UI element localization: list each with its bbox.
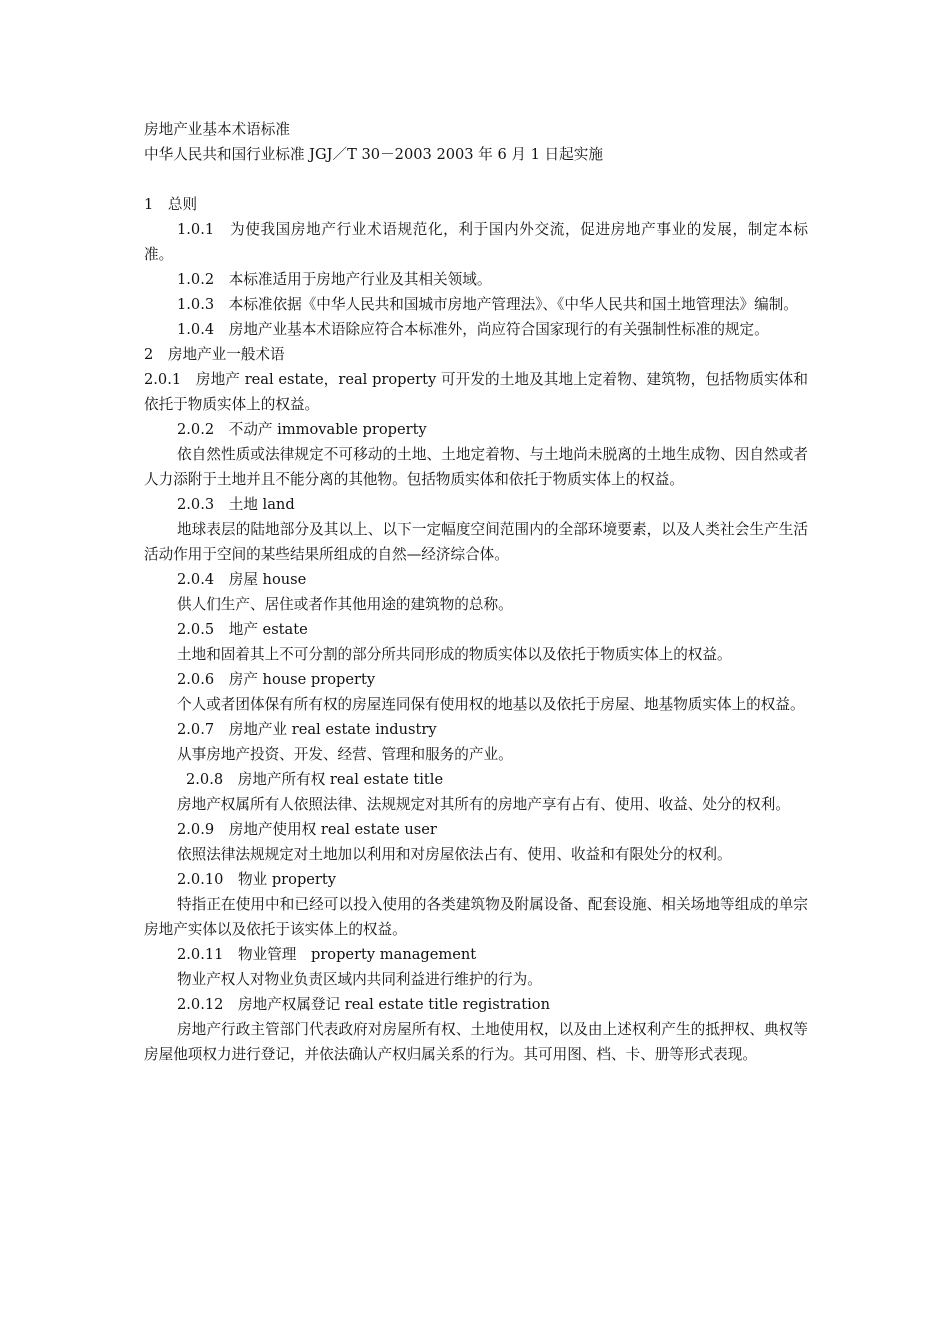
- term-2-0-3-heading: 2.0.3 土地 land: [177, 496, 295, 513]
- term-2-0-4-heading: 2.0.4 房屋 house: [177, 571, 307, 588]
- term-2-0-6-heading: 2.0.6 房产 house property: [177, 671, 376, 688]
- clause-1-0-1: 1.0.1 为使我国房地产行业术语规范化，利于国内外交流，促进房地产事业的发展，制定本标准。: [144, 221, 808, 263]
- section-heading-2: 2 房地产业一般术语: [144, 346, 285, 363]
- document-title: 房地产业基本术语标准: [144, 121, 290, 138]
- document-page: [144, 117, 808, 1067]
- term-2-0-2-definition: 依自然性质或法律规定不可移动的土地、土地定着物、与土地尚未脱离的土地生成物、因自然或者人力添附于土地并且不能分离的其他物。包括物质实体和依托于物质实体上的权益。: [144, 446, 808, 488]
- term-2-0-2-heading: 2.0.2 不动产 immovable property: [177, 421, 427, 438]
- term-2-0-4-definition: 供人们生产、居住或者作其他用途的建筑物的总称。: [177, 596, 513, 613]
- term-2-0-1: 2.0.1 房地产 real estate，real property 可开发的土地及其地上定着物、建筑物，包括物质实体和依托于物质实体上的权益。: [144, 371, 808, 413]
- clause-1-0-2: 1.0.2 本标准适用于房地产行业及其相关领域。: [177, 271, 492, 288]
- term-2-0-7-definition: 从事房地产投资、开发、经营、管理和服务的产业。: [177, 746, 513, 763]
- term-2-0-11-heading: 2.0.11 物业管理 property management: [177, 946, 477, 963]
- term-2-0-12-definition: 房地产行政主管部门代表政府对房屋所有权、土地使用权，以及由上述权利产生的抵押权、典权等房屋他项权力进行登记，并依法确认产权归属关系的行为。其可用图、档、卡、册等形式表现。: [144, 1021, 808, 1063]
- term-2-0-8-heading: 2.0.8 房地产所有权 real estate title: [186, 771, 444, 788]
- term-2-0-11-definition: 物业产权人对物业负责区域内共同利益进行维护的行为。: [177, 971, 542, 988]
- clause-1-0-4: 1.0.4 房地产业基本术语除应符合本标准外，尚应符合国家现行的有关强制性标准的规定。: [177, 321, 769, 338]
- term-2-0-3-definition: 地球表层的陆地部分及其以上、以下一定幅度空间范围内的全部环境要素，以及人类社会生产生活活动作用于空间的某些结果所组成的自然—经济综合体。: [144, 521, 808, 563]
- term-2-0-6-definition: 个人或者团体保有所有权的房屋连同保有使用权的地基以及依托于房屋、地基物质实体上的权益。: [177, 696, 805, 713]
- term-2-0-12-heading: 2.0.12 房地产权属登记 real estate title registration: [177, 996, 550, 1013]
- blank-line: [144, 167, 808, 192]
- term-2-0-5-heading: 2.0.5 地产 estate: [177, 621, 308, 638]
- clause-1-0-3: 1.0.3 本标准依据《中华人民共和国城市房地产管理法》、《中华人民共和国土地管理法》编制。: [177, 296, 798, 313]
- section-heading-1: 1 总则: [144, 196, 198, 213]
- term-2-0-8-definition: 房地产权属所有人依照法律、法规规定对其所有的房地产享有占有、使用、收益、处分的权利。: [177, 796, 790, 813]
- term-2-0-5-definition: 土地和固着其上不可分割的部分所共同形成的物质实体以及依托于物质实体上的权益。: [177, 646, 732, 663]
- term-2-0-10-definition: 特指正在使用中和已经可以投入使用的各类建筑物及附属设备、配套设施、相关场地等组成的单宗房地产实体以及依托于该实体上的权益。: [144, 896, 808, 938]
- term-2-0-7-heading: 2.0.7 房地产业 real estate industry: [177, 721, 437, 738]
- term-2-0-10-heading: 2.0.10 物业 property: [177, 871, 337, 888]
- document-subtitle: 中华人民共和国行业标准 JGJ／T 30－2003 2003 年 6 月 1 日起实施: [144, 146, 603, 163]
- term-2-0-9-definition: 依照法律法规规定对土地加以利用和对房屋依法占有、使用、收益和有限处分的权利。: [177, 846, 732, 863]
- term-2-0-9-heading: 2.0.9 房地产使用权 real estate user: [177, 821, 437, 838]
